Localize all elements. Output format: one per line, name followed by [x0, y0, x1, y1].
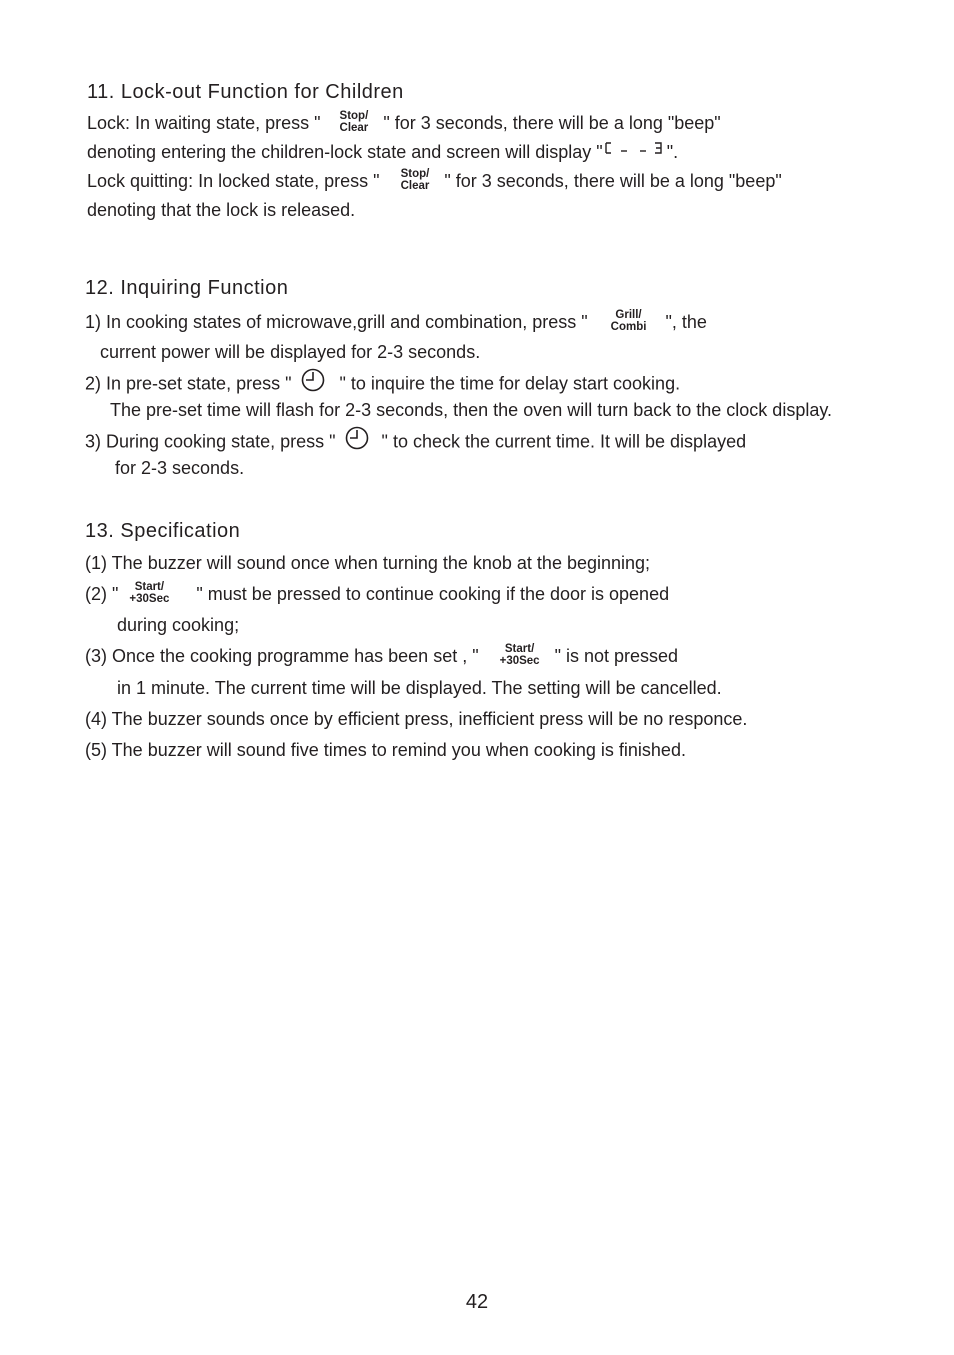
clock-icon — [301, 368, 325, 397]
stop-clear-key-icon: Stop/ Clear — [400, 168, 430, 193]
grill-combi-key-icon: Grill/ Combi — [610, 309, 647, 334]
section-11-heading: 11. Lock-out Function for Children — [87, 81, 404, 103]
section-12-line-2: current power will be displayed for 2-3 seconds. — [100, 342, 481, 362]
section-13-line-3: during cooking; — [117, 615, 240, 635]
section-13-line-4: (3) Once the cooking programme has been set , " Start/ +30Sec " is not pressed — [85, 643, 679, 668]
section-11-line-2: denoting entering the children-lock state and screen will display " ". — [87, 141, 678, 165]
section-13-heading: 13. Specification — [85, 520, 241, 542]
lcd-lock-display-icon — [603, 140, 667, 163]
section-12-heading: 12. Inquiring Function — [85, 277, 289, 299]
section-11-line-4: denoting that the lock is released. — [87, 200, 356, 220]
clock-icon — [345, 426, 369, 455]
section-13-line-2: (2) " Start/ +30Sec " must be pressed to continue cooking if the door is opened — [85, 581, 670, 606]
section-12-line-6: for 2-3 seconds. — [115, 458, 245, 478]
section-13-line-5: in 1 minute. The current time will be displayed. The setting will be cancelled. — [117, 678, 722, 698]
section-13-line-7: (5) The buzzer will sound five times to remind you when cooking is finished. — [85, 740, 686, 760]
section-13-line-1: (1) The buzzer will sound once when turning the knob at the beginning; — [85, 553, 651, 573]
section-13-line-6: (4) The buzzer sounds once by efficient press, inefficient press will be no responce. — [85, 709, 748, 729]
start-30sec-key-icon: Start/ +30Sec — [129, 581, 170, 606]
stop-clear-key-icon: Stop/ Clear — [339, 110, 369, 135]
section-11-line-1: Lock: In waiting state, press " Stop/ Clear " for 3 seconds, there will be a long "beep" — [87, 110, 721, 135]
section-11-line-3: Lock quitting: In locked state, press " Stop/ Clear " for 3 seconds, there will be a long "beep" — [87, 168, 782, 193]
start-30sec-key-icon: Start/ +30Sec — [499, 643, 540, 668]
page-number: 42 — [465, 1291, 489, 1313]
section-12-line-5: 3) During cooking state, press " " to check the current time. It will be displayed — [85, 428, 746, 457]
section-12-line-1: 1) In cooking states of microwave,grill and combination, press " Grill/ Combi ", the — [85, 309, 707, 334]
section-12-line-3: 2) In pre-set state, press " " to inquire the time for delay start cooking. — [85, 370, 680, 399]
section-12-line-4: The pre-set time will flash for 2-3 seconds, then the oven will turn back to the clock display. — [110, 400, 833, 420]
